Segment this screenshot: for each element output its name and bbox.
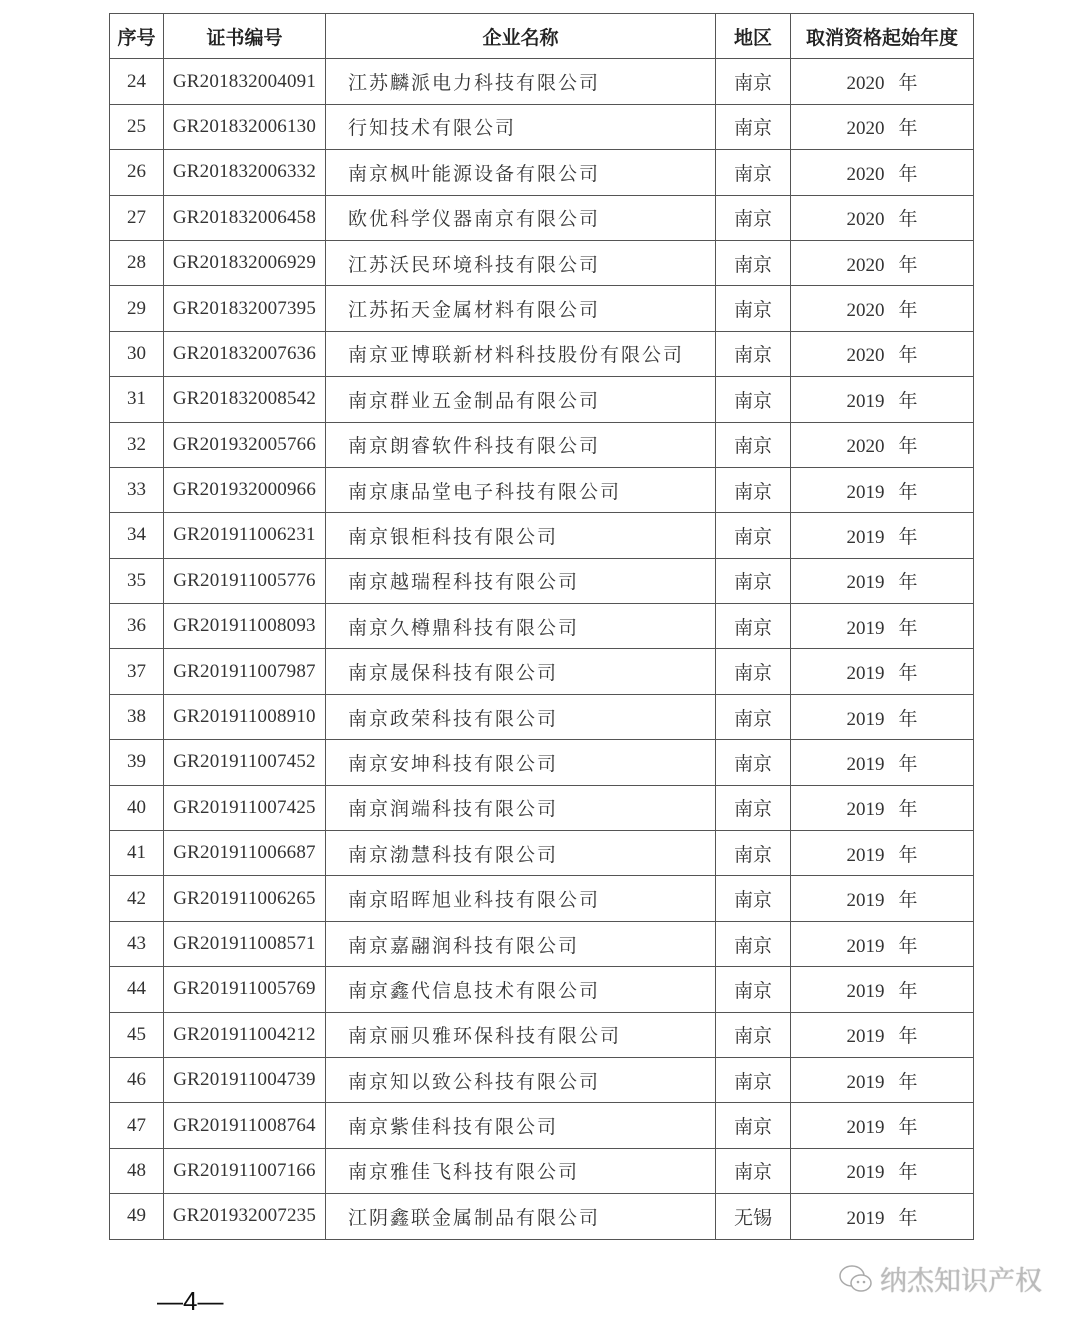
table-row: [110, 831, 974, 876]
revocation-year: [791, 558, 974, 603]
region: 南京: [716, 286, 791, 331]
company-name: 南京越瑞程科技有限公司: [326, 558, 716, 603]
row-number: 38: [110, 694, 164, 739]
table-row: [110, 377, 974, 422]
certificate-number: GR201911008910: [164, 694, 326, 739]
header-region: 地区: [716, 14, 791, 59]
year-value: 2019: [846, 1071, 885, 1093]
year-value: 2020: [846, 118, 885, 140]
year-unit: 年: [898, 708, 918, 730]
company-name: 南京银柜科技有限公司: [326, 513, 716, 558]
year-unit: 年: [898, 572, 918, 594]
year-value: 2019: [846, 935, 885, 957]
revocation-year: [791, 1148, 974, 1193]
company-name: 南京枫叶能源设备有限公司: [326, 150, 716, 195]
year-unit: 年: [898, 163, 918, 185]
revocation-year: [791, 150, 974, 195]
company-name: 江苏沃民环境科技有限公司: [326, 240, 716, 285]
certificate-number: GR201932005766: [164, 422, 326, 467]
table-row: [110, 422, 974, 467]
year-unit: 年: [898, 300, 918, 322]
header-year: 取消资格起始年度: [791, 14, 974, 59]
row-number: 46: [110, 1057, 164, 1102]
company-name: 南京雅佳飞科技有限公司: [326, 1148, 716, 1193]
row-number: 30: [110, 331, 164, 376]
row-number: 44: [110, 967, 164, 1012]
row-number: 26: [110, 150, 164, 195]
row-number: 41: [110, 831, 164, 876]
year-unit: 年: [898, 980, 918, 1002]
row-number: 45: [110, 1012, 164, 1057]
certificate-number: GR201932000966: [164, 467, 326, 512]
region: 南京: [716, 59, 791, 104]
region: 南京: [716, 876, 791, 921]
revocation-year: [791, 195, 974, 240]
company-name: 南京鑫代信息技术有限公司: [326, 967, 716, 1012]
watermark-text: 纳杰知识产权: [880, 1266, 1042, 1297]
year-value: 2019: [846, 1162, 885, 1184]
table-row: [110, 104, 974, 149]
year-unit: 年: [898, 890, 918, 912]
year-unit: 年: [898, 1071, 918, 1093]
row-number: 27: [110, 195, 164, 240]
certificate-number: GR201911005769: [164, 967, 326, 1012]
row-number: 31: [110, 377, 164, 422]
region: 南京: [716, 604, 791, 649]
year-unit: 年: [898, 1207, 918, 1229]
year-unit: 年: [898, 436, 918, 458]
certificate-number: GR201911008093: [164, 604, 326, 649]
certificate-number: GR201932007235: [164, 1194, 326, 1239]
table-header-row: [110, 14, 974, 59]
certificate-number: GR201832006332: [164, 150, 326, 195]
region: 南京: [716, 150, 791, 195]
table-row: [110, 876, 974, 921]
company-name: 江苏拓天金属材料有限公司: [326, 286, 716, 331]
company-name: 南京朗睿软件科技有限公司: [326, 422, 716, 467]
revocation-year: [791, 104, 974, 149]
header-no: 序号: [110, 14, 164, 59]
revocation-year: [791, 1194, 974, 1239]
table-body: [110, 59, 974, 1239]
year-value: 2019: [846, 390, 885, 412]
company-name: 江阴鑫联金属制品有限公司: [326, 1194, 716, 1239]
revocation-year: [791, 1012, 974, 1057]
table-row: [110, 59, 974, 104]
revocation-year: [791, 967, 974, 1012]
table-row: [110, 331, 974, 376]
company-name: 行知技术有限公司: [326, 104, 716, 149]
region: 南京: [716, 104, 791, 149]
certificate-number: GR201911006231: [164, 513, 326, 558]
table-row: [110, 1103, 974, 1148]
certificate-number: GR201911007166: [164, 1148, 326, 1193]
company-name: 南京久樽鼎科技有限公司: [326, 604, 716, 649]
table-row: [110, 150, 974, 195]
region: 南京: [716, 513, 791, 558]
table-row: [110, 558, 974, 603]
table-row: [110, 467, 974, 512]
region: 南京: [716, 967, 791, 1012]
company-name: 欧优科学仪器南京有限公司: [326, 195, 716, 240]
year-value: 2020: [846, 254, 885, 276]
year-value: 2019: [846, 1117, 885, 1139]
row-number: 33: [110, 467, 164, 512]
year-value: 2020: [846, 436, 885, 458]
year-value: 2020: [846, 73, 885, 95]
table-row: [110, 195, 974, 240]
certificate-number: GR201911004739: [164, 1057, 326, 1102]
region: 南京: [716, 422, 791, 467]
revocation-year: [791, 422, 974, 467]
company-name: 南京康品堂电子科技有限公司: [326, 467, 716, 512]
company-name: 南京知以致公科技有限公司: [326, 1057, 716, 1102]
certificate-number: GR201911008764: [164, 1103, 326, 1148]
row-number: 48: [110, 1148, 164, 1193]
row-number: 34: [110, 513, 164, 558]
year-unit: 年: [898, 345, 918, 367]
row-number: 43: [110, 921, 164, 966]
certificate-number: GR201832007636: [164, 331, 326, 376]
year-unit: 年: [898, 1026, 918, 1048]
row-number: 28: [110, 240, 164, 285]
revocation-year: [791, 377, 974, 422]
region: 南京: [716, 1103, 791, 1148]
company-name: 南京丽贝雅环保科技有限公司: [326, 1012, 716, 1057]
certificate-number: GR201832006929: [164, 240, 326, 285]
year-unit: 年: [898, 1117, 918, 1139]
year-unit: 年: [898, 935, 918, 957]
certificate-number: GR201911006265: [164, 876, 326, 921]
row-number: 24: [110, 59, 164, 104]
row-number: 49: [110, 1194, 164, 1239]
revocation-year: [791, 649, 974, 694]
wechat-icon: [838, 1264, 874, 1294]
revocation-year: [791, 240, 974, 285]
revocation-year: [791, 1103, 974, 1148]
header-company: 企业名称: [326, 14, 716, 59]
revocation-table: [109, 13, 974, 1240]
company-name: 南京渤慧科技有限公司: [326, 831, 716, 876]
table-row: [110, 785, 974, 830]
revocation-year: [791, 740, 974, 785]
revocation-year: [791, 604, 974, 649]
table-row: [110, 694, 974, 739]
table-row: [110, 286, 974, 331]
revocation-year: [791, 1057, 974, 1102]
company-name: 南京紫佳科技有限公司: [326, 1103, 716, 1148]
company-name: 南京安坤科技有限公司: [326, 740, 716, 785]
table-row: [110, 740, 974, 785]
year-unit: 年: [898, 844, 918, 866]
table-row: [110, 649, 974, 694]
table-row: [110, 921, 974, 966]
table-row: [110, 513, 974, 558]
region: 南京: [716, 785, 791, 830]
page-number: —4—: [157, 1286, 224, 1316]
region: 南京: [716, 694, 791, 739]
row-number: 40: [110, 785, 164, 830]
table-row: [110, 967, 974, 1012]
company-name: 南京政荣科技有限公司: [326, 694, 716, 739]
region: 南京: [716, 740, 791, 785]
certificate-number: GR201911006687: [164, 831, 326, 876]
year-value: 2019: [846, 481, 885, 503]
table-row: [110, 1012, 974, 1057]
watermark: [838, 1259, 1042, 1298]
company-name: 南京亚博联新材料科技股份有限公司: [326, 331, 716, 376]
revocation-year: [791, 513, 974, 558]
year-value: 2019: [846, 890, 885, 912]
certificate-number: GR201832004091: [164, 59, 326, 104]
year-value: 2020: [846, 345, 885, 367]
row-number: 42: [110, 876, 164, 921]
year-unit: 年: [898, 209, 918, 231]
year-unit: 年: [898, 1162, 918, 1184]
table-row: [110, 1148, 974, 1193]
certificate-number: GR201911007452: [164, 740, 326, 785]
year-value: 2019: [846, 844, 885, 866]
region: 南京: [716, 1012, 791, 1057]
year-unit: 年: [898, 481, 918, 503]
revocation-year: [791, 876, 974, 921]
row-number: 37: [110, 649, 164, 694]
year-value: 2019: [846, 708, 885, 730]
year-unit: 年: [898, 390, 918, 412]
table-row: [110, 604, 974, 649]
row-number: 47: [110, 1103, 164, 1148]
region: 南京: [716, 831, 791, 876]
certificate-number: GR201911004212: [164, 1012, 326, 1057]
region: 南京: [716, 921, 791, 966]
revocation-year: [791, 785, 974, 830]
region: 南京: [716, 240, 791, 285]
year-unit: 年: [898, 753, 918, 775]
header-cert: 证书编号: [164, 14, 326, 59]
year-value: 2020: [846, 209, 885, 231]
revocation-year: [791, 921, 974, 966]
region: 南京: [716, 1148, 791, 1193]
region: 南京: [716, 195, 791, 240]
year-value: 2019: [846, 1207, 885, 1229]
year-value: 2019: [846, 526, 885, 548]
year-value: 2019: [846, 1026, 885, 1048]
year-value: 2020: [846, 300, 885, 322]
table-row: [110, 1057, 974, 1102]
revocation-year: [791, 467, 974, 512]
year-value: 2020: [846, 163, 885, 185]
year-value: 2019: [846, 753, 885, 775]
year-unit: 年: [898, 73, 918, 95]
certificate-number: GR201832008542: [164, 377, 326, 422]
year-unit: 年: [898, 663, 918, 685]
table-row: [110, 240, 974, 285]
certificate-number: GR201911005776: [164, 558, 326, 603]
region: 南京: [716, 331, 791, 376]
row-number: 29: [110, 286, 164, 331]
certificate-number: GR201832006458: [164, 195, 326, 240]
certificate-number: GR201911007987: [164, 649, 326, 694]
revocation-year: [791, 694, 974, 739]
year-value: 2019: [846, 663, 885, 685]
revocation-year: [791, 59, 974, 104]
certificate-number: GR201911008571: [164, 921, 326, 966]
certificate-number: GR201832006130: [164, 104, 326, 149]
company-name: 江苏麟派电力科技有限公司: [326, 59, 716, 104]
year-unit: 年: [898, 617, 918, 639]
year-unit: 年: [898, 254, 918, 276]
row-number: 25: [110, 104, 164, 149]
company-name: 南京嘉翮润科技有限公司: [326, 921, 716, 966]
region: 南京: [716, 649, 791, 694]
certificate-number: GR201832007395: [164, 286, 326, 331]
revocation-year: [791, 286, 974, 331]
row-number: 36: [110, 604, 164, 649]
company-name: 南京群业五金制品有限公司: [326, 377, 716, 422]
year-unit: 年: [898, 118, 918, 140]
company-name: 南京晟保科技有限公司: [326, 649, 716, 694]
year-value: 2019: [846, 617, 885, 639]
revocation-year: [791, 331, 974, 376]
revocation-year: [791, 831, 974, 876]
year-value: 2019: [846, 980, 885, 1002]
year-value: 2019: [846, 572, 885, 594]
region: 南京: [716, 467, 791, 512]
table-row: [110, 1194, 974, 1239]
row-number: 32: [110, 422, 164, 467]
region: 无锡: [716, 1194, 791, 1239]
year-value: 2019: [846, 799, 885, 821]
region: 南京: [716, 1057, 791, 1102]
certificate-number: GR201911007425: [164, 785, 326, 830]
row-number: 39: [110, 740, 164, 785]
region: 南京: [716, 377, 791, 422]
company-name: 南京润端科技有限公司: [326, 785, 716, 830]
year-unit: 年: [898, 526, 918, 548]
company-name: 南京昭晖旭业科技有限公司: [326, 876, 716, 921]
year-unit: 年: [898, 799, 918, 821]
row-number: 35: [110, 558, 164, 603]
region: 南京: [716, 558, 791, 603]
